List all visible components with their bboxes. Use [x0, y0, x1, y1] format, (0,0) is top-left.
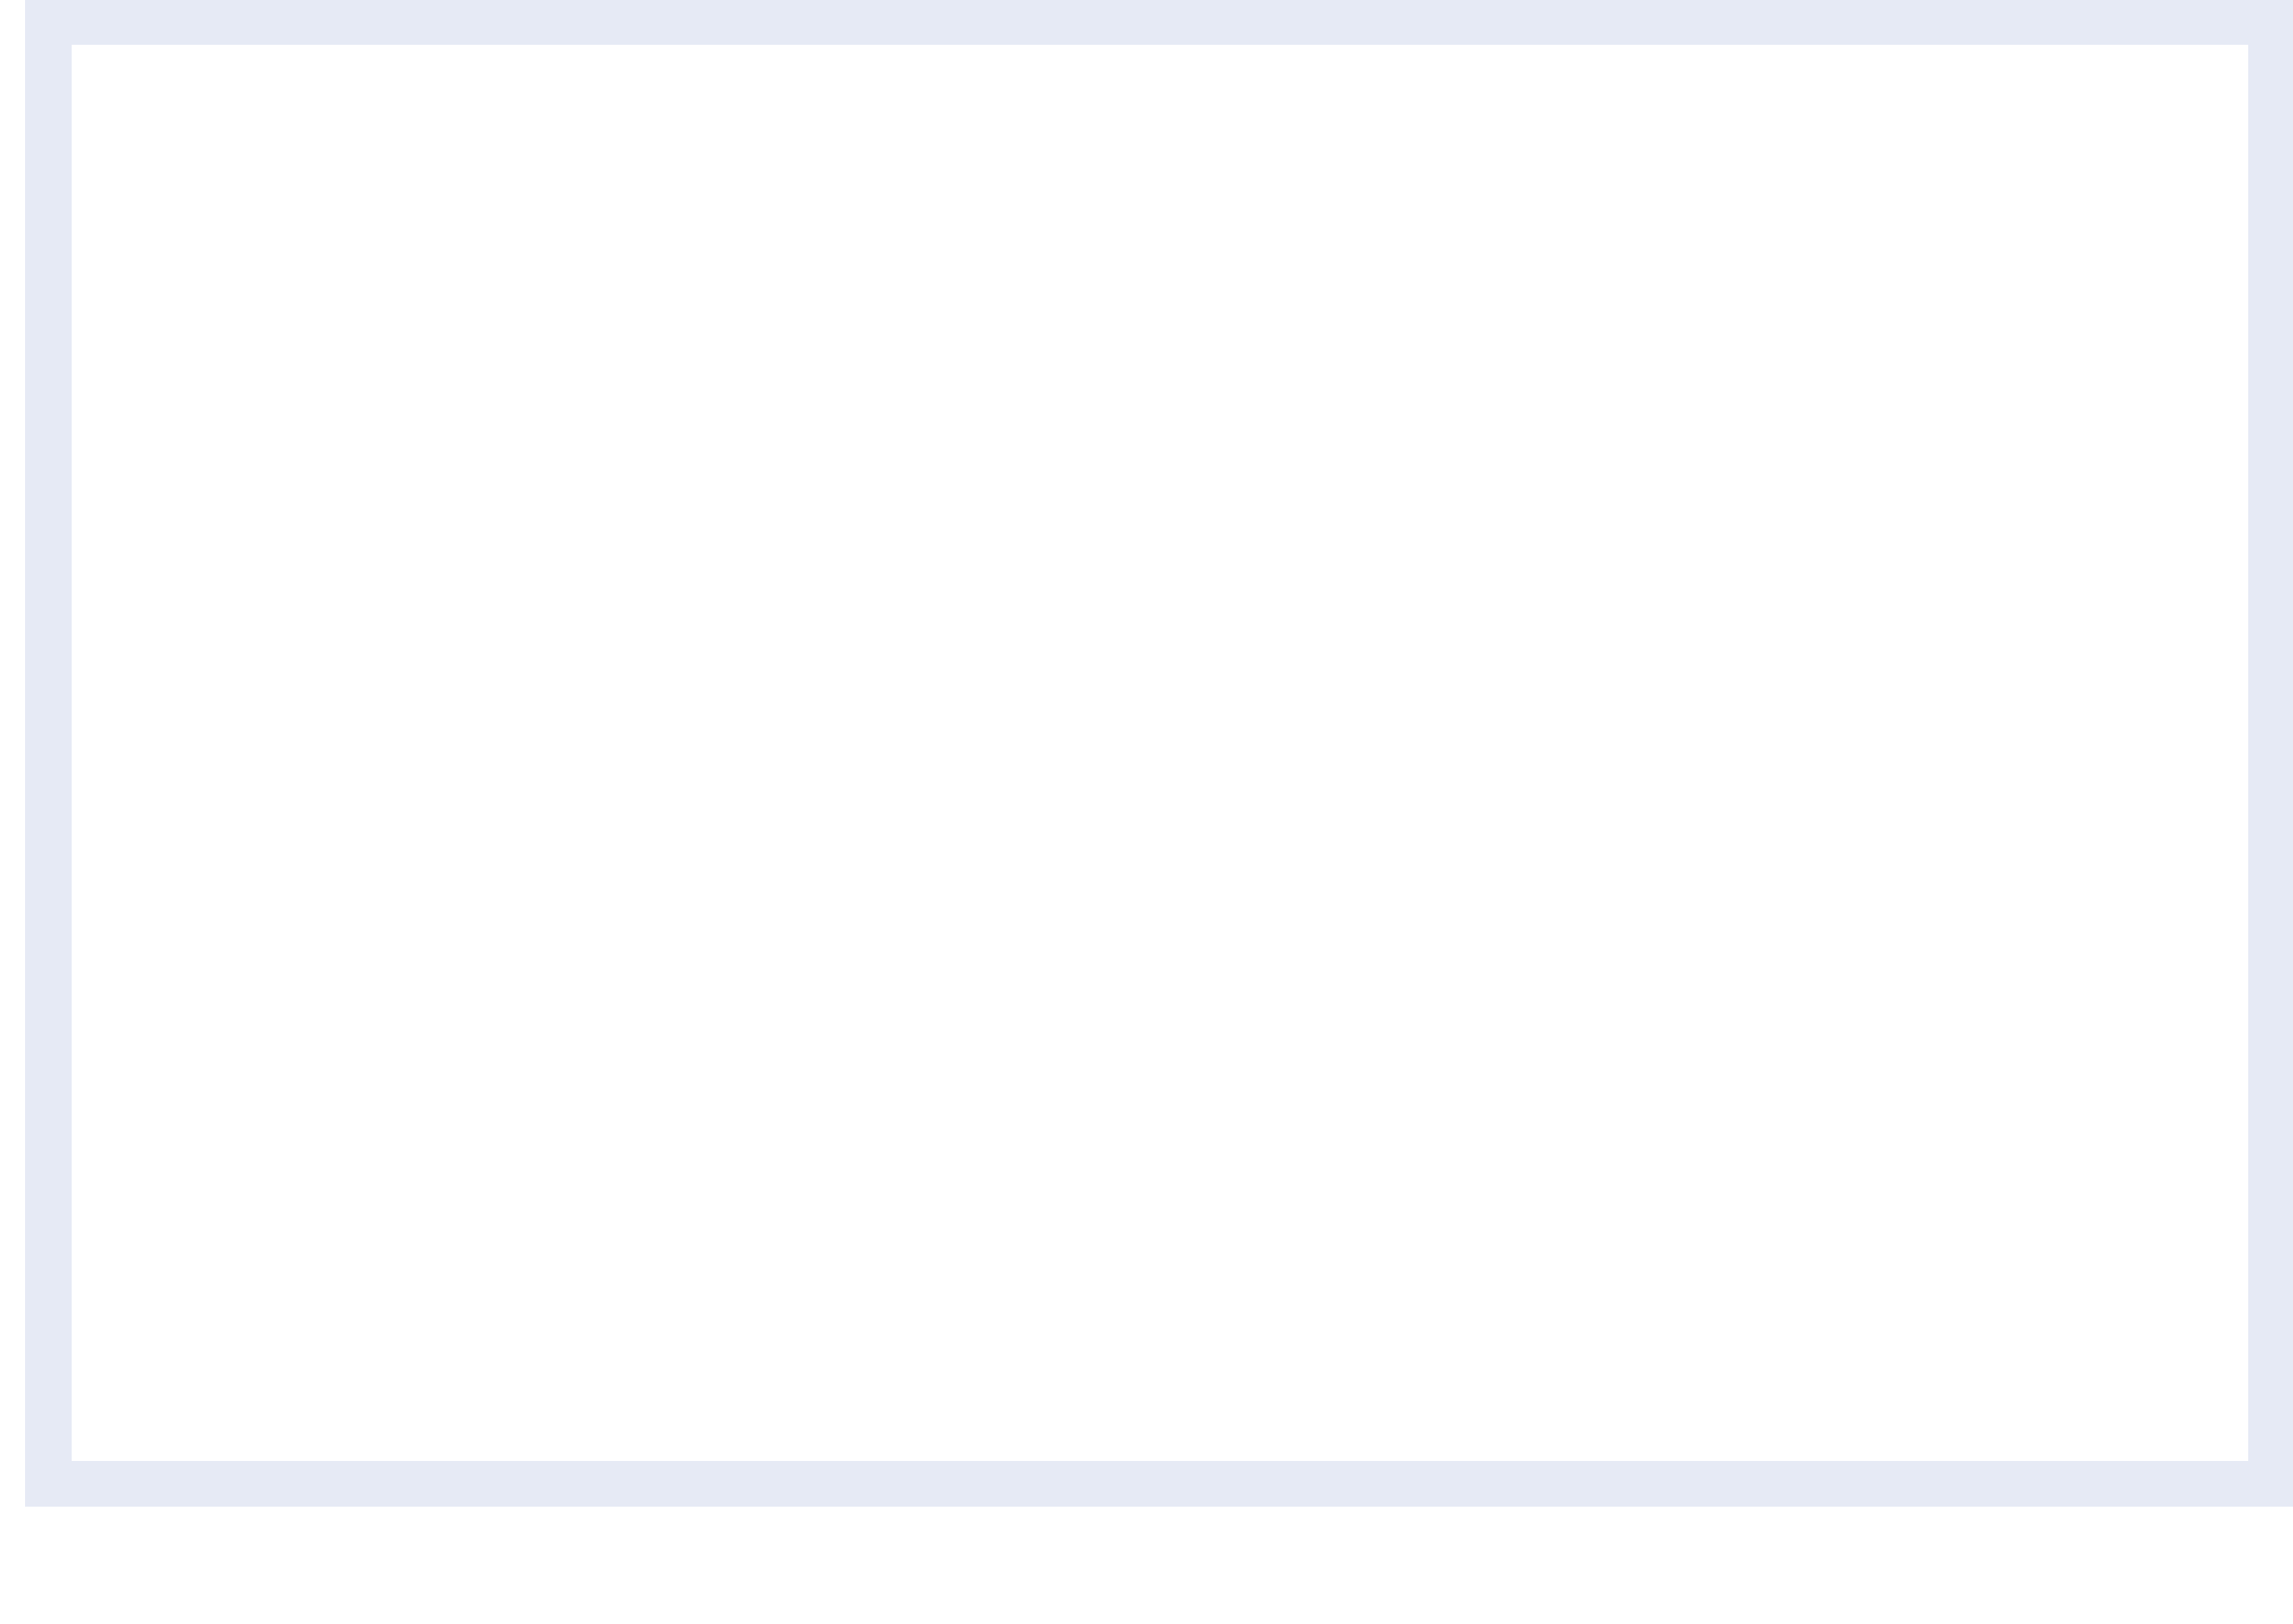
- book-spread: [72, 45, 2248, 1461]
- right-page: [1164, 45, 2248, 1461]
- left-page: [72, 45, 1164, 1461]
